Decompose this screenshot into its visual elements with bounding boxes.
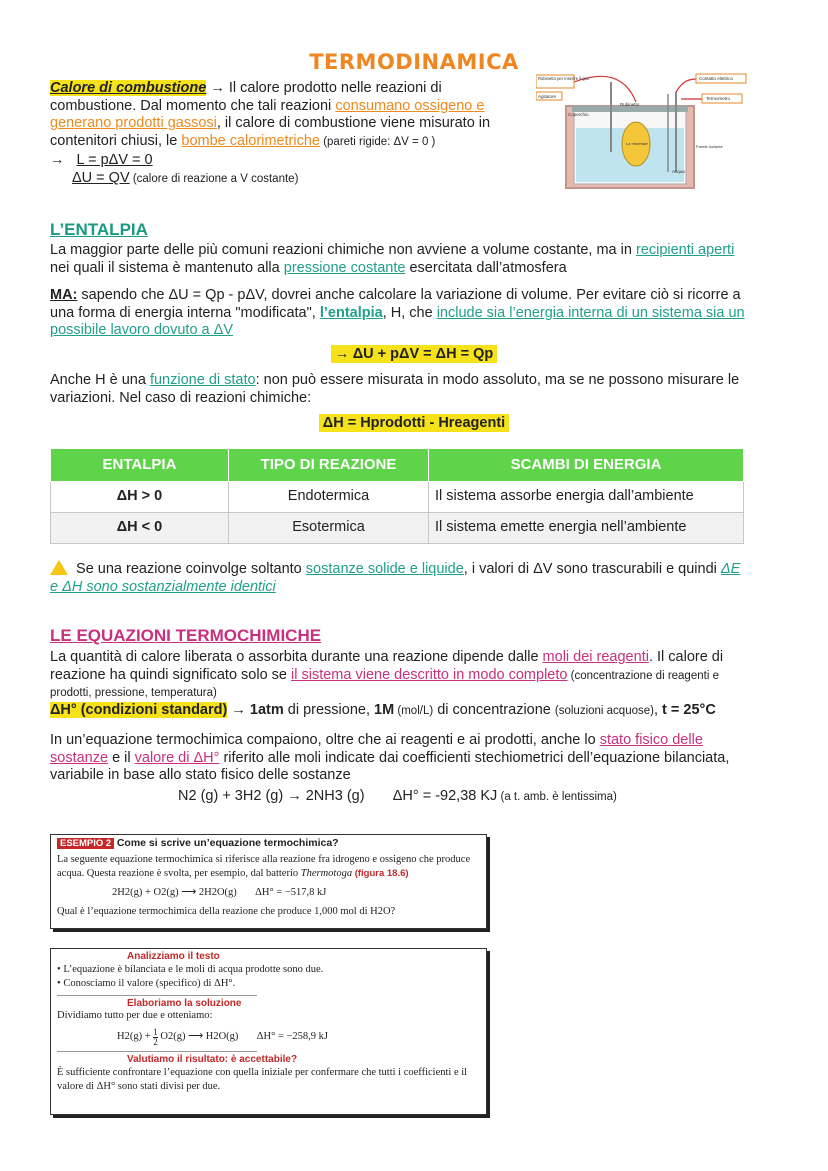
text: Conosciamo il valore (specifico) di ΔH°. (63, 978, 236, 990)
example-box (50, 834, 487, 929)
highlight-physical-state: stato fisico delle sostanze (50, 732, 703, 766)
entalpia-paragraph-1 (50, 242, 750, 277)
work-equation: → L = pΔV = 0 (50, 152, 153, 168)
example-equation: 2H2(g) + O2(g) ⟶ 2H2O(g) ΔH° = −517,8 kJ (112, 887, 327, 899)
example-text (57, 853, 480, 881)
text: → (227, 702, 250, 718)
warning-note (50, 560, 750, 596)
text: , i valori di ΔV sono trascurabili e quindi (463, 561, 721, 577)
label-bomb: La «bomba» (626, 141, 649, 146)
calorimeter-drawing (536, 72, 748, 190)
solution-bullet: • L’equazione è bilanciata e le moli di acqua prodotte sono due. (57, 964, 324, 976)
divider (57, 1051, 257, 1052)
text: La seguente equazione termochimica si riferisce alla reazione fra idrogeno e ossigeno che produce acqua. Questa reazione è svolta, per esempio, dal batterio (57, 853, 471, 879)
highlight-entalpia: l’entalpia (319, 304, 383, 321)
arrow: → (210, 80, 225, 96)
label-contact: Contatto elettrico (699, 76, 734, 81)
text: L’equazione è bilanciata e le moli di acqua prodotte sono due. (63, 964, 324, 976)
highlight-identical: ΔE e ΔH sono sostanzialmente identici (50, 561, 741, 595)
solution-equation (117, 1028, 480, 1047)
label-gas-tap: Rubinetto per inserire il gas (538, 76, 589, 81)
formula-delta-h: ΔH = Hprodotti - Hreagenti (319, 414, 509, 432)
text: , il calore di combustione viene misurato in contenitori chiusi, le (50, 115, 491, 150)
highlight-moles: moli dei reagenti (542, 649, 649, 665)
section-heading-entalpia: L’ENTALPIA (50, 220, 148, 239)
solution-text: Dividiamo tutto per due e otteniamo: (57, 1009, 213, 1021)
bacterium-name: Thermotoga (300, 867, 353, 879)
equazioni-paragraph-1 (50, 649, 750, 702)
text: : non può essere misurata in modo assoluto, ma se ne possono misurare le variazioni. Nel caso di reazioni chimiche: (50, 372, 740, 406)
denominator: 2 (153, 1036, 158, 1047)
table-header: TIPO DI REAZIONE (229, 449, 429, 482)
std-text: ΔH° (condizioni standard) (50, 702, 228, 718)
table-cell: ΔH < 0 (51, 513, 229, 544)
formula-row-2 (0, 415, 828, 433)
label-thermometer: Termometro (706, 96, 731, 101)
table-cell: Il sistema emette energia nell’ambiente (429, 513, 744, 544)
ammonia-equation (178, 788, 617, 806)
table-header: SCAMBI DI ENERGIA (429, 449, 744, 482)
page-title: TERMODINAMICA (309, 50, 519, 74)
text: nei quali il sistema è mantenuto alla (50, 259, 284, 276)
highlight-definition: include sia l’energia interna di un sistema sia un possibile lavoro dovuto a ΔV (50, 304, 745, 339)
figure-ref: (figura 18.6) (354, 867, 409, 879)
entalpia-paragraph-3 (50, 372, 740, 407)
equazioni-paragraph-2 (50, 732, 755, 785)
note: (pareti rigide: ΔV = 0 ) (320, 136, 436, 149)
text: La quantità di calore liberata o assorbita durante una reazione dipende dalle (50, 649, 543, 665)
table-cell: Endotermica (229, 482, 429, 513)
solution-text: È sufficiente confrontare l’equazione con quella iniziale per confermare che tutti i coefficienti e il valore di ΔH° sono stati divisi per due. (57, 1066, 468, 1092)
label-water: Acqua (672, 169, 685, 174)
eq: O2(g) ⟶ H2O(g) ΔH° = −258,9 kJ (157, 1030, 329, 1042)
text: di concentrazione (433, 702, 555, 718)
example-question-text: Qual è l’equazione termochimica della reazione che produce 1,000 mol di H2O? (57, 905, 396, 917)
highlight-state-function: funzione di stato (149, 372, 256, 388)
std-label (50, 702, 227, 718)
table-header: ENTALPIA (51, 449, 229, 482)
formula-enthalpy: → ΔU + pΔV = ΔH = Qp (331, 345, 497, 363)
combustion-paragraph (50, 80, 520, 151)
section-heading-equazioni: LE EQUAZIONI TERMOCHIMICHE (50, 626, 322, 645)
label-wall: Parete isolante (696, 144, 723, 149)
table-cell: ΔH > 0 (51, 482, 229, 513)
highlight-gas: consumano ossigeno e generano prodotti gassosi (50, 97, 485, 132)
text: La maggior parte delle più comuni reazioni chimiche non avviene a volume costante, ma in (50, 242, 636, 258)
note: (mol/L) (394, 705, 434, 717)
enthalpy-table (50, 448, 744, 544)
divider (57, 995, 257, 996)
text: esercitata dall’atmosfera (405, 259, 567, 276)
ma-label: MA: (50, 287, 78, 303)
text: Se una reazione coinvolge soltanto (72, 561, 306, 577)
eq: L = pΔV = 0 (76, 152, 153, 168)
text: riferito alle moli indicate dai coefficienti stechiometrici dell’equazione bilanciata, variabile in base allo stato fisico delle sostanze (50, 749, 730, 784)
text: sapendo che ΔU = Qp - pΔV, dovrei anche calcolare la variazione di volume. Per evitare ciò si ricorre a una forma di energia interna "modificata", (50, 287, 741, 321)
table-cell: Il sistema assorbe energia dall’ambiente (429, 482, 744, 513)
warning-icon (50, 560, 68, 575)
std-pressure: 1atm (249, 702, 284, 718)
solution-heading-analyze: Analizziamo il testo (127, 951, 220, 962)
highlight-pressure: pressione costante (283, 259, 406, 276)
formula-row-1 (0, 346, 828, 364)
text: , (653, 702, 663, 718)
highlight-bombs: bombe calorimetriche (181, 133, 320, 150)
internal-energy-equation (72, 170, 298, 188)
eq: ΔU = QV (72, 170, 130, 186)
highlight-open: recipienti aperti (635, 242, 735, 258)
label-stirrer: Agitatore (538, 94, 557, 99)
note: (soluzioni acquose) (554, 705, 654, 717)
text: . Il calore di reazione ha quindi significato solo se (50, 649, 724, 683)
highlight-delta-h: valore di ΔH° (134, 749, 220, 766)
note: (a t. amb. è lentissima) (497, 791, 617, 803)
table-cell: Esotermica (229, 513, 429, 544)
table-row (51, 513, 744, 544)
eq: H2(g) + (117, 1030, 154, 1042)
table-header-row (51, 449, 744, 482)
note: (concentrazione di reagenti e prodotti, pressione, temperatura) (50, 669, 719, 700)
numerator: 1 (153, 1026, 158, 1037)
combustion-term: Calore di combustione (50, 80, 207, 96)
table-row (51, 482, 744, 513)
std-temperature: t = 25°C (662, 702, 716, 718)
standard-conditions (50, 702, 716, 720)
std-concentration: 1M (374, 702, 395, 718)
label-tap: Rubinetto (620, 102, 640, 107)
highlight-complete: il sistema viene descritto in modo completo (291, 666, 568, 683)
text: Anche H è una (50, 372, 150, 388)
entalpia-paragraph-2 (50, 287, 755, 340)
text: e il (108, 749, 135, 766)
example-question: Come si scrive un’equazione termochimica? (116, 837, 339, 849)
solution-box (50, 948, 487, 1115)
text: In un’equazione termochimica compaiono, oltre che ai reagenti e ai prodotti, anche lo (50, 732, 600, 748)
eq: N2 (g) + 3H2 (g) → 2NH3 (g) ΔH° = -92,38 KJ (178, 788, 498, 804)
example-tag: ESEMPIO 2 (57, 838, 114, 849)
highlight-solids: sostanze solide e liquide (305, 561, 464, 577)
label-lid: Coperchio (568, 112, 589, 117)
text: di pressione, (283, 702, 375, 718)
solution-heading-evaluate: Valutiamo il risultato: è accettabile? (127, 1053, 298, 1065)
solution-bullet: • Conosciamo il valore (specifico) di ΔH°. (57, 978, 236, 990)
note: (calore di reazione a V costante) (129, 173, 299, 185)
text: , H, che (382, 304, 437, 321)
solution-heading-elaborate: Elaboriamo la soluzione (127, 997, 242, 1009)
calorimeter-illustration (536, 72, 748, 190)
text: Il calore prodotto nelle reazioni di combustione. Dal momento che tali reazioni (50, 80, 442, 114)
